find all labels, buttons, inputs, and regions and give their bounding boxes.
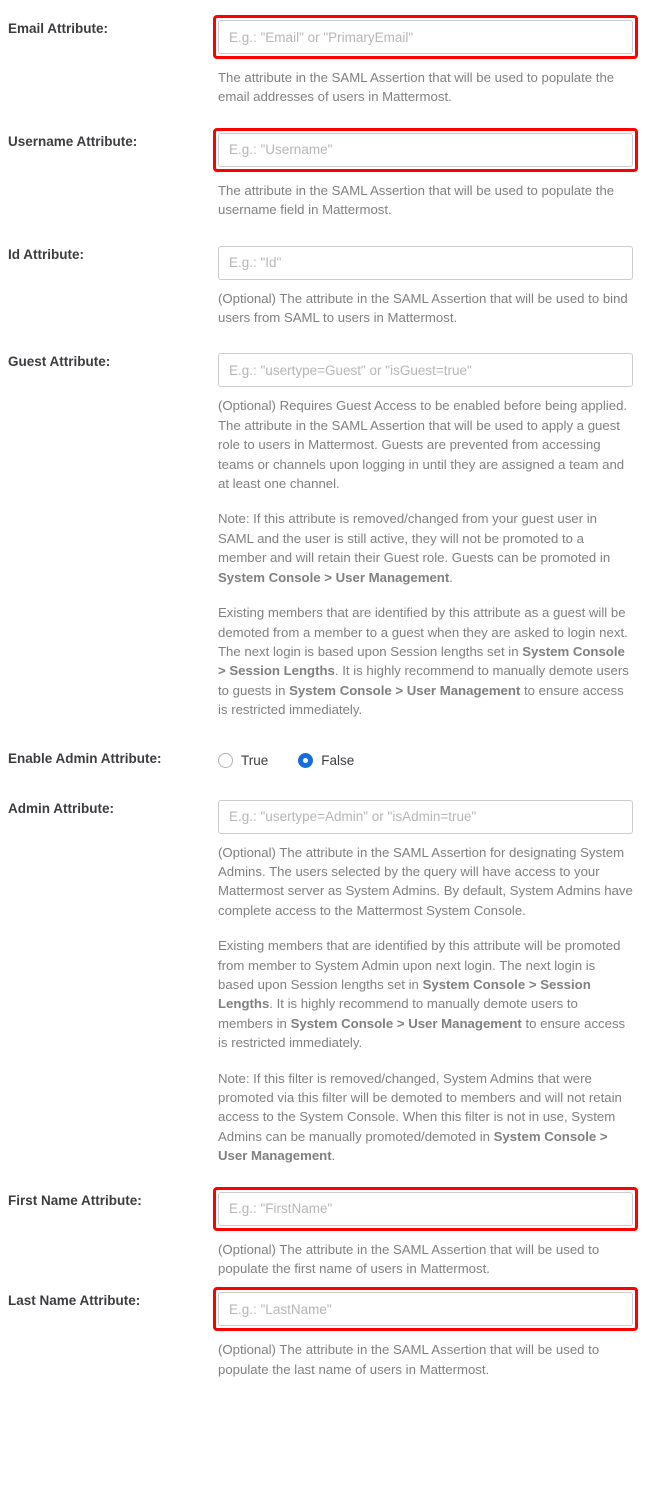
id-attribute-help-text: (Optional) The attribute in the SAML Assertion that will be used to bind users from SAML to users in Mattermost. bbox=[218, 290, 628, 326]
username-attribute-input[interactable] bbox=[218, 133, 633, 167]
email-attribute-label: Email Attribute: bbox=[8, 21, 109, 36]
enable-admin-attribute-radio-group bbox=[218, 750, 633, 770]
last-name-attribute-highlight bbox=[213, 1287, 638, 1331]
guest-attribute-help-paragraph-1: (Optional) Requires Guest Access to be enabled before being applied. The attribute in the SAML Assertion that will be used to apply a guest role to users in Mattermost. Guests are prevented from accessing teams or channels upon logging in until they are assigned a team and at least one channel. bbox=[218, 398, 628, 492]
guest-attribute-help-paragraph-2 bbox=[218, 509, 633, 587]
guest-help-3-text-e: to ensure access is restricted immediately. bbox=[218, 682, 624, 718]
radio-false-icon[interactable] bbox=[298, 753, 313, 768]
first-name-attribute-label: First Name Attribute: bbox=[8, 1192, 142, 1208]
first-name-attribute-input[interactable] bbox=[218, 1192, 633, 1226]
email-attribute-highlight bbox=[213, 15, 638, 59]
email-attribute-help-text: The attribute in the SAML Assertion that will be used to populate the email addresses of users in Mattermost. bbox=[218, 70, 615, 105]
username-attribute-highlight bbox=[213, 128, 638, 172]
guest-attribute-help bbox=[218, 396, 633, 719]
admin-attribute-help-paragraph-2 bbox=[218, 936, 633, 1052]
admin-attribute-label: Admin Attribute: bbox=[8, 800, 114, 816]
admin-attribute-input[interactable] bbox=[218, 800, 633, 834]
username-attribute-label: Username Attribute: bbox=[8, 133, 138, 149]
form-row-enable-admin-attribute bbox=[0, 750, 669, 770]
admin-attribute-wrap bbox=[218, 800, 633, 834]
guest-attribute-help-paragraph-3 bbox=[218, 603, 633, 719]
form-row-guest-attribute bbox=[0, 353, 669, 719]
first-name-attribute-help bbox=[218, 1240, 633, 1279]
guest-help-2-link: System Console > User Management bbox=[218, 569, 450, 585]
admin-attribute-help bbox=[218, 843, 633, 1166]
guest-help-3-text-a: Existing members that are identified by this attribute as a guest will be demoted from a member to a guest when they are asked to login next. The next login is based upon Session lengths set in bbox=[218, 605, 628, 659]
radio-false-label: False bbox=[321, 753, 355, 769]
guest-attribute-wrap bbox=[218, 353, 633, 387]
first-name-attribute-help-text: (Optional) The attribute in the SAML Assertion that will be used to populate the first name of users in Mattermost. bbox=[218, 1241, 600, 1277]
enable-admin-radio-false[interactable] bbox=[298, 753, 354, 768]
guest-help-3-text-c: . It is highly recommend to manually demote users to guests in bbox=[218, 663, 629, 698]
radio-true-icon[interactable] bbox=[218, 753, 233, 768]
admin-attribute-help-paragraph-3 bbox=[218, 1069, 633, 1166]
enable-admin-attribute-label: Enable Admin Attribute: bbox=[8, 750, 162, 766]
radio-true-label: True bbox=[241, 753, 269, 769]
admin-help-2-link-2: System Console > User Management bbox=[290, 1015, 522, 1031]
guest-help-2-text-a: Note: If this attribute is removed/changed from your guest user in SAML and the user is still active, they will not be promoted to a member and will retain their Guest role. Guests can be promoted in bbox=[218, 511, 611, 566]
email-attribute-help bbox=[218, 68, 633, 107]
id-attribute-label: Id Attribute: bbox=[8, 246, 84, 262]
guest-attribute-label: Guest Attribute: bbox=[8, 354, 111, 370]
form-row-first-name-attribute bbox=[0, 1192, 669, 1279]
username-attribute-help bbox=[218, 181, 633, 220]
first-name-attribute-highlight bbox=[213, 1187, 638, 1231]
username-attribute-help-text: The attribute in the SAML Assertion that will be used to populate the username field in Mattermost. bbox=[218, 182, 615, 218]
last-name-attribute-input[interactable] bbox=[218, 1292, 633, 1326]
guest-attribute-input[interactable] bbox=[218, 353, 633, 387]
id-attribute-input[interactable] bbox=[218, 246, 633, 280]
guest-help-3-link-2: System Console > User Management bbox=[289, 682, 521, 698]
id-attribute-help bbox=[218, 289, 633, 328]
email-attribute-input[interactable] bbox=[218, 20, 633, 54]
admin-help-2-text-a: Existing members that are identified by this attribute will be promoted from member to System Admin upon next login. The next login is based upon Session lengths set in bbox=[218, 938, 621, 992]
form-row-username-attribute bbox=[0, 133, 669, 220]
form-row-email-attribute bbox=[0, 20, 669, 107]
admin-help-3-text-a: Note: If this filter is removed/changed, System Admins that were promoted via this filter will be demoted to members and will not retain access to the System Console. When this filter is not in use, System Admins can be manually promoted/demoted in bbox=[218, 1070, 622, 1144]
last-name-attribute-help bbox=[218, 1340, 633, 1379]
guest-help-3-link-1: System Console > Session Lengths bbox=[218, 643, 625, 679]
admin-help-2-text-e: to ensure access is restricted immediately. bbox=[218, 1015, 626, 1051]
last-name-attribute-label: Last Name Attribute: bbox=[8, 1293, 141, 1309]
id-attribute-wrap bbox=[218, 246, 633, 280]
guest-help-2-text-c: . bbox=[449, 569, 453, 585]
admin-help-2-text-c: . It is highly recommend to manually demote users to members in bbox=[218, 996, 578, 1031]
form-row-last-name-attribute bbox=[0, 1292, 669, 1379]
admin-help-3-link: System Console > User Management bbox=[218, 1128, 608, 1164]
last-name-attribute-help-text: (Optional) The attribute in the SAML Assertion that will be used to populate the last name of users in Mattermost. bbox=[218, 1342, 600, 1377]
admin-help-2-link-1: System Console > Session Lengths bbox=[218, 976, 591, 1012]
form-row-admin-attribute bbox=[0, 800, 669, 1166]
admin-help-3-text-c: . bbox=[331, 1148, 336, 1164]
enable-admin-radio-true[interactable] bbox=[218, 753, 268, 768]
form-row-id-attribute bbox=[0, 246, 669, 328]
admin-attribute-help-paragraph-1: (Optional) The attribute in the SAML Assertion for designating System Admins. The users selected by the query will have access to your Mattermost server as System Admins. By default, System Admins have complete access to the Mattermost System Console. bbox=[218, 844, 633, 918]
